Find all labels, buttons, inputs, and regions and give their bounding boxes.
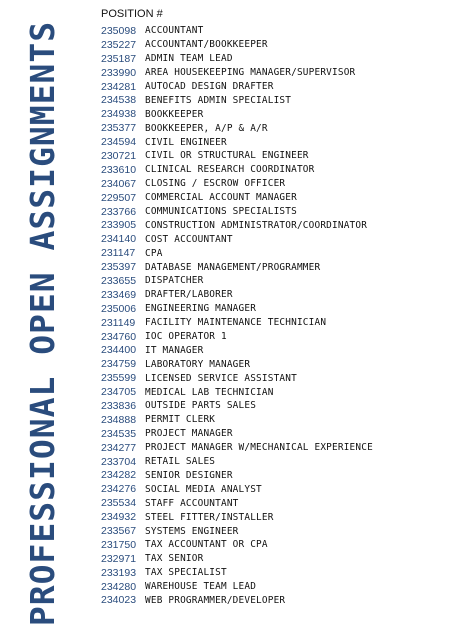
- position-title: LICENSED SERVICE ASSISTANT: [145, 372, 297, 384]
- list-item: [101, 469, 471, 483]
- position-number: 233905: [101, 219, 137, 232]
- list-item: [101, 510, 471, 524]
- position-number: 234888: [101, 413, 137, 426]
- position-title: TAX SENIOR: [145, 553, 204, 565]
- list-item: [101, 413, 471, 427]
- list-item: [101, 107, 471, 121]
- position-title: PROJECT MANAGER: [145, 428, 233, 440]
- position-number: 233469: [101, 288, 137, 301]
- position-number: 230721: [101, 149, 137, 162]
- position-number: 231147: [101, 247, 136, 260]
- list-item: [101, 288, 471, 302]
- list-item: [101, 24, 471, 38]
- position-title: CIVIL ENGINEER: [145, 136, 227, 148]
- position-title: CPA: [145, 247, 163, 259]
- position-title: BOOKKEEPER: [145, 108, 204, 120]
- position-title: COST ACCOUNTANT: [145, 233, 233, 245]
- position-number: 234276: [101, 483, 137, 496]
- position-number: 233610: [101, 163, 137, 176]
- list-item: [101, 357, 471, 371]
- position-number: 233766: [101, 205, 137, 218]
- position-number: 233193: [101, 566, 137, 579]
- position-title: ACCOUNTANT/BOOKKEEPER: [145, 39, 268, 51]
- position-number: 234938: [101, 108, 137, 121]
- position-title: PERMIT CLERK: [145, 414, 216, 426]
- list-item: [101, 399, 471, 413]
- list-item: [101, 80, 471, 94]
- position-number: 234067: [101, 177, 137, 190]
- position-title: CONSTRUCTION ADMINISTRATOR/COORDINATOR: [145, 219, 368, 231]
- position-number: 234280: [101, 580, 137, 593]
- position-number: 234400: [101, 344, 137, 357]
- position-title: FACILITY MAINTENANCE TECHNICIAN: [145, 317, 327, 329]
- list-item: [101, 594, 471, 608]
- position-number: 232971: [101, 552, 137, 565]
- position-title: LABORATORY MANAGER: [145, 358, 251, 370]
- position-number: 234535: [101, 427, 137, 440]
- position-title: WAREHOUSE TEAM LEAD: [145, 581, 257, 593]
- position-number: 233990: [101, 66, 137, 79]
- position-number: 235599: [101, 372, 137, 385]
- list-item: [101, 330, 471, 344]
- position-number: 235098: [101, 24, 137, 37]
- list-item: [101, 260, 471, 274]
- list-item: [101, 191, 471, 205]
- position-title: PROJECT MANAGER W/MECHANICAL EXPERIENCE: [145, 442, 373, 454]
- positions-list: [101, 24, 471, 607]
- position-title: OUTSIDE PARTS SALES: [145, 400, 257, 412]
- position-number: 235227: [101, 38, 137, 51]
- position-title: ADMIN TEAM LEAD: [145, 53, 233, 65]
- position-number: 229507: [101, 191, 137, 204]
- position-number: 233836: [101, 399, 137, 412]
- list-item: [101, 371, 471, 385]
- list-item: [101, 205, 471, 219]
- position-title: BOOKKEEPER, A/P & A/R: [145, 122, 268, 134]
- position-title: IOC OPERATOR 1: [145, 331, 227, 343]
- position-number: 234277: [101, 441, 137, 454]
- list-item: [101, 38, 471, 52]
- list-item: [101, 343, 471, 357]
- list-item: [101, 232, 471, 246]
- list-item: [101, 274, 471, 288]
- position-title: ACCOUNTANT: [145, 25, 204, 37]
- position-number: 233704: [101, 455, 137, 468]
- position-number: 235187: [101, 52, 137, 65]
- position-number: 234760: [101, 330, 137, 343]
- list-item: [101, 455, 471, 469]
- side-title: [20, 20, 66, 626]
- position-number: 234705: [101, 386, 137, 399]
- list-item: [101, 496, 471, 510]
- position-title: DRAFTER/LABORER: [145, 289, 233, 301]
- position-title: SYSTEMS ENGINEER: [145, 525, 239, 537]
- position-number: 233567: [101, 525, 137, 537]
- position-title: ENGINEERING MANAGER: [145, 303, 257, 315]
- position-title: IT MANAGER: [145, 344, 204, 356]
- list-item: [101, 538, 471, 552]
- position-title: SENIOR DESIGNER: [145, 469, 233, 481]
- position-number: 234932: [101, 511, 137, 524]
- list-item: [101, 316, 471, 330]
- position-number: 235397: [101, 261, 137, 274]
- position-title: AUTOCAD DESIGN DRAFTER: [145, 81, 274, 92]
- list-item: [101, 218, 471, 232]
- side-title-text: PROFESSIONAL OPEN ASSIGNMENTS: [23, 20, 63, 626]
- position-title: DATABASE MANAGEMENT/PROGRAMMER: [145, 261, 321, 273]
- list-item: [101, 149, 471, 163]
- position-number: 231149: [101, 316, 136, 329]
- position-title: MEDICAL LAB TECHNICIAN: [145, 386, 274, 398]
- position-title: BENEFITS ADMIN SPECIALIST: [145, 94, 292, 106]
- position-number: 235534: [101, 497, 137, 510]
- position-title: AREA HOUSEKEEPING MANAGER/SUPERVISOR: [145, 67, 356, 79]
- position-title: WEB PROGRAMMER/DEVELOPER: [145, 594, 286, 606]
- list-item: [101, 482, 471, 496]
- position-number: 231750: [101, 538, 137, 551]
- list-item: [101, 177, 471, 191]
- position-title: STAFF ACCOUNTANT: [145, 497, 239, 509]
- position-title: STEEL FITTER/INSTALLER: [145, 511, 274, 523]
- position-number: 235377: [101, 122, 137, 135]
- list-item: [101, 93, 471, 107]
- position-number: 234538: [101, 94, 137, 107]
- list-item: [101, 246, 471, 260]
- list-item: [101, 427, 471, 441]
- list-item: [101, 66, 471, 80]
- position-title: RETAIL SALES: [145, 456, 216, 468]
- position-number: 234759: [101, 358, 137, 371]
- position-number: 234282: [101, 469, 137, 482]
- list-item: [101, 385, 471, 399]
- position-number: 235006: [101, 302, 137, 315]
- position-number: 234281: [101, 80, 137, 93]
- position-number: 233655: [101, 274, 137, 287]
- position-title: DISPATCHER: [145, 275, 204, 287]
- list-item: [101, 302, 471, 316]
- position-title: CIVIL OR STRUCTURAL ENGINEER: [145, 150, 309, 162]
- list-item: [101, 566, 471, 580]
- position-title: TAX SPECIALIST: [145, 567, 227, 579]
- list-item: [101, 163, 471, 177]
- list-item: [101, 552, 471, 566]
- list-item: [101, 52, 471, 66]
- list-item: [101, 524, 471, 538]
- list-item: [101, 121, 471, 135]
- list-item: [101, 135, 471, 149]
- column-header: POSITION #: [101, 8, 163, 20]
- position-number: 234140: [101, 233, 137, 246]
- position-title: SOCIAL MEDIA ANALYST: [145, 483, 262, 495]
- position-title: COMMUNICATIONS SPECIALISTS: [145, 206, 297, 218]
- position-number: 234023: [101, 594, 137, 607]
- list-item: [101, 580, 471, 594]
- position-number: 234594: [101, 136, 137, 149]
- position-title: TAX ACCOUNTANT OR CPA: [145, 539, 268, 551]
- position-title: COMMERCIAL ACCOUNT MANAGER: [145, 192, 297, 204]
- position-title: CLOSING / ESCROW OFFICER: [145, 178, 286, 190]
- position-title: CLINICAL RESEARCH COORDINATOR: [145, 164, 315, 176]
- list-item: [101, 441, 471, 455]
